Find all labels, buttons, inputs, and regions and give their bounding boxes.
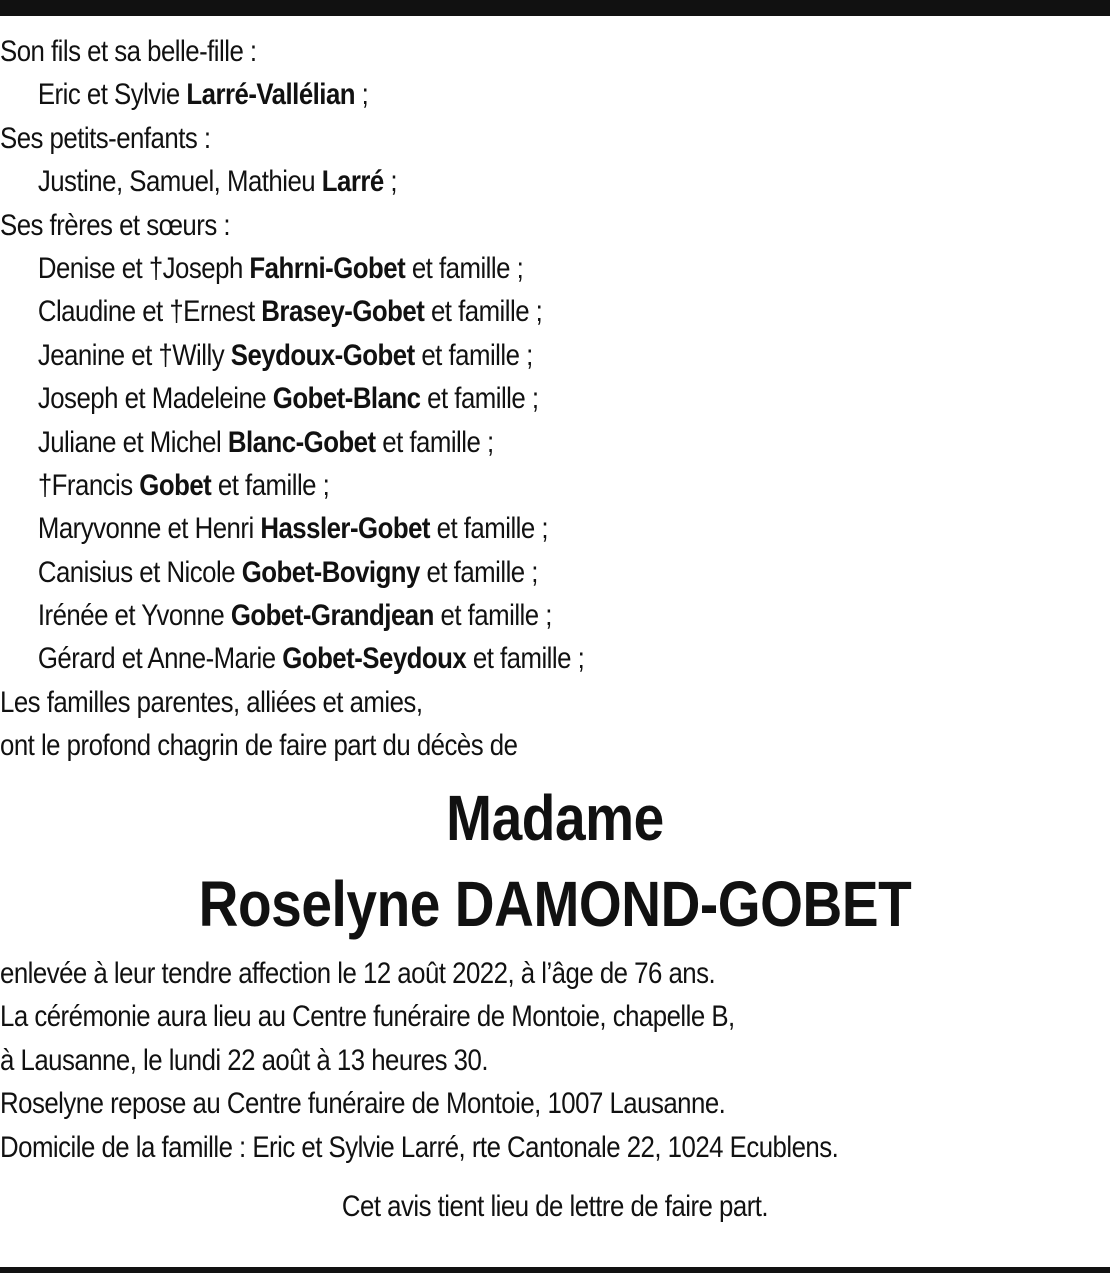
family-line: Canisius et Nicole Gobet-Bovigny et famille ; (37, 555, 538, 589)
footer-note: Cet avis tient lieu de lettre de faire part. (341, 1190, 769, 1223)
family-list (0, 30, 1110, 768)
family-line: Son fils et sa belle-fille : (0, 35, 257, 68)
family-line: Les familles parentes, alliées et amies, (0, 685, 423, 719)
family-line: Joseph et Madeleine Gobet-Blanc et famille ; (37, 382, 539, 416)
family-line: Ses petits-enfants : (0, 121, 211, 155)
family-line: Maryvonne et Henri Hassler-Gobet et famille ; (37, 512, 549, 546)
bottom-border-rule (0, 1267, 1110, 1273)
family-line: Jeanine et †Willy Seydoux-Gobet et famille ; (37, 338, 533, 372)
family-line: Ses frères et sœurs : (0, 208, 231, 242)
family-line: Gérard et Anne-Marie Gobet-Seydoux et famille ; (37, 642, 585, 676)
details-line: La cérémonie aura lieu au Centre funéraire de Montoie, chapelle B, (0, 1000, 735, 1034)
details-line: enlevée à leur tendre affection le 12 août 2022, à l’âge de 76 ans. (0, 957, 716, 990)
family-line: †Francis Gobet et famille ; (37, 468, 330, 502)
family-line: Denise et †Joseph Fahrni-Gobet et famille ; (37, 251, 524, 285)
top-border-rule (0, 0, 1110, 16)
announcement-intro: ont le profond chagrin de faire part du décès de (0, 729, 518, 763)
footer-note-block (0, 1185, 1110, 1228)
family-line: Eric et Sylvie Larré-Vallélian ; (37, 78, 369, 112)
details-line: à Lausanne, le lundi 22 août à 13 heures 30. (0, 1043, 488, 1077)
salutation: Madame (446, 782, 664, 854)
family-line: Juliane et Michel Blanc-Gobet et famille ; (37, 425, 494, 459)
family-line: Justine, Samuel, Mathieu Larré ; (37, 165, 398, 199)
family-line: Irénée et Yvonne Gobet-Grandjean et famille ; (37, 599, 552, 633)
details-line: Roselyne repose au Centre funéraire de Montoie, 1007 Lausanne. (0, 1087, 726, 1121)
family-line: Claudine et †Ernest Brasey-Gobet et famille ; (37, 295, 543, 329)
details-line: Domicile de la famille : Eric et Sylvie Larré, rte Cantonale 22, 1024 Ecublens. (0, 1130, 839, 1164)
deceased-name: Roselyne DAMOND-GOBET (198, 868, 912, 940)
deceased-name-block (0, 775, 1110, 947)
ceremony-details (0, 952, 1110, 1169)
